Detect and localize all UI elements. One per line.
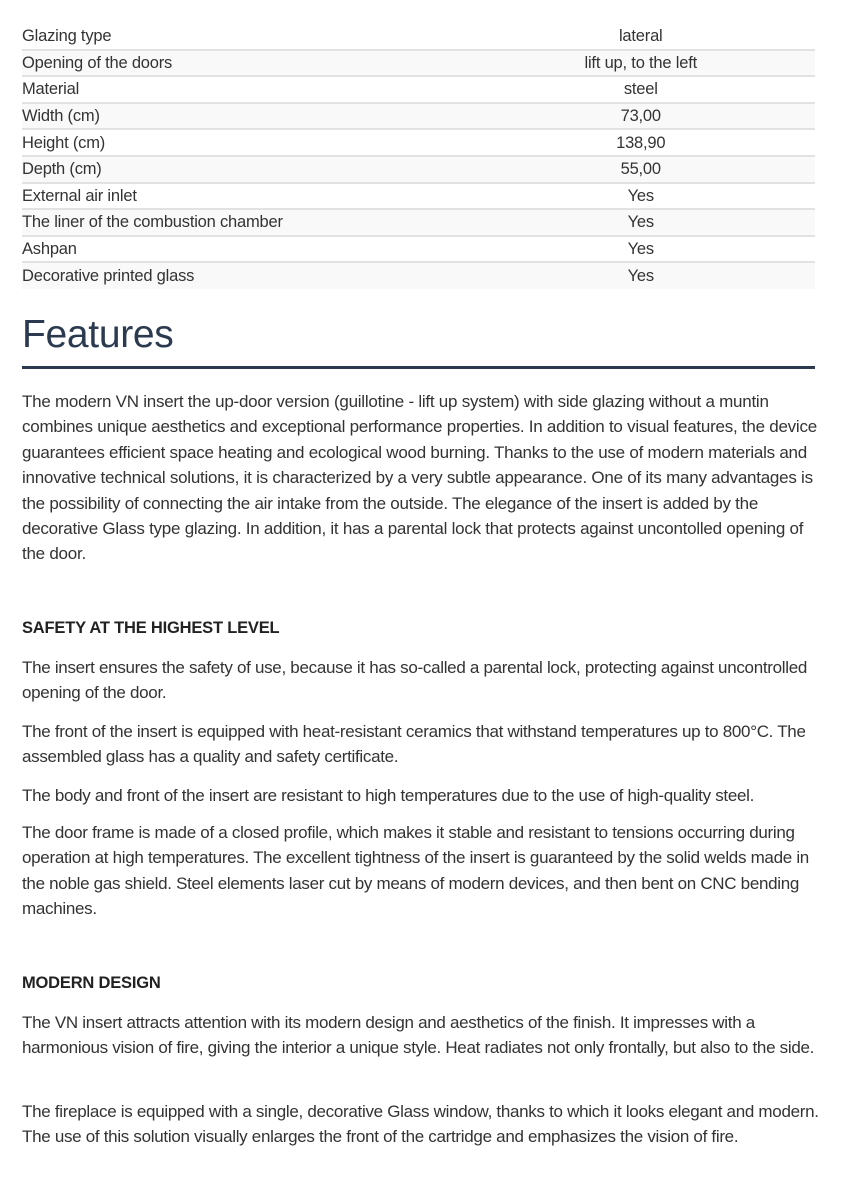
spec-value: 55,00 (419, 156, 816, 183)
features-intro: The modern VN insert the up-door version (guillotine - lift up system) with side glazing without a muntin combines unique aesthetics and exceptional performance properties. In addition to visual features, the device guarantees efficient space heating and ecological wood burning. Thanks to the use of modern materials and innovative technical solutions, it is characterized by a very subtle appearance. One of its many advantages is the possibility of connecting the air intake from the outside. The elegance of the insert is added by the decorative Glass type glazing. In addition, it has a parental lock that protects against uncontolled opening of the door. (22, 392, 817, 564)
spec-label: External air inlet (22, 183, 419, 210)
spec-value: Yes (419, 262, 816, 289)
section-paragraph: The VN insert attracts attention with its modern design and aesthetics of the finish. It impresses with a harmonious vision of fire, giving the interior a unique style. Heat radiates not only frontally, but also to the side. (22, 1013, 815, 1058)
section-paragraph: The body and front of the insert are resistant to high temperatures due to the use of high-quality steel. (22, 786, 755, 805)
spec-value: lateral (419, 23, 816, 50)
table-row (22, 262, 815, 289)
spec-table (22, 23, 815, 289)
section-paragraph: The door frame is made of a closed profile, which makes it stable and resistant to tensions occurring during operation at high temperatures. The excellent tightness of the insert is guaranteed by the solid welds made in the noble gas shield. Steel elements laser cut by means of modern devices, and then bent on CNC bending machines. (22, 823, 809, 919)
spec-value: lift up, to the left (419, 50, 816, 77)
spec-label: Material (22, 76, 419, 103)
section-paragraph: The front of the insert is equipped with heat-resistant ceramics that withstand temperatures up to 800°C. The assembled glass has a quality and safety certificate. (22, 722, 806, 767)
table-row (22, 156, 815, 183)
spec-value: 73,00 (419, 103, 816, 130)
table-row (22, 103, 815, 130)
heading-divider (22, 366, 815, 369)
spec-value: Yes (419, 209, 816, 236)
spec-label: Height (cm) (22, 129, 419, 156)
section-title-design: MODERN DESIGN (22, 974, 161, 992)
section-title-safety: SAFETY AT THE HIGHEST LEVEL (22, 619, 280, 637)
spec-value: steel (419, 76, 816, 103)
spec-label: Opening of the doors (22, 50, 419, 77)
spec-value: Yes (419, 236, 816, 263)
table-row (22, 236, 815, 263)
table-row (22, 209, 815, 236)
table-row (22, 50, 815, 77)
section-paragraph: The fireplace is equipped with a single, decorative Glass window, thanks to which it looks elegant and modern. The use of this solution visually enlarges the front of the cartridge and emphasizes the vision of fire. (22, 1102, 819, 1147)
spec-label: Glazing type (22, 23, 419, 50)
table-row (22, 23, 815, 50)
spec-label: Depth (cm) (22, 156, 419, 183)
spec-label: The liner of the combustion chamber (22, 209, 419, 236)
spec-value: Yes (419, 183, 816, 210)
spec-table-container (22, 23, 815, 289)
spec-label: Ashpan (22, 236, 419, 263)
table-row (22, 129, 815, 156)
table-row (22, 183, 815, 210)
spec-label: Decorative printed glass (22, 262, 419, 289)
spec-value: 138,90 (419, 129, 816, 156)
table-row (22, 76, 815, 103)
spec-label: Width (cm) (22, 103, 419, 130)
features-heading: Features (22, 313, 174, 356)
section-paragraph: The insert ensures the safety of use, because it has so-called a parental lock, protecting against uncontrolled opening of the door. (22, 658, 808, 703)
